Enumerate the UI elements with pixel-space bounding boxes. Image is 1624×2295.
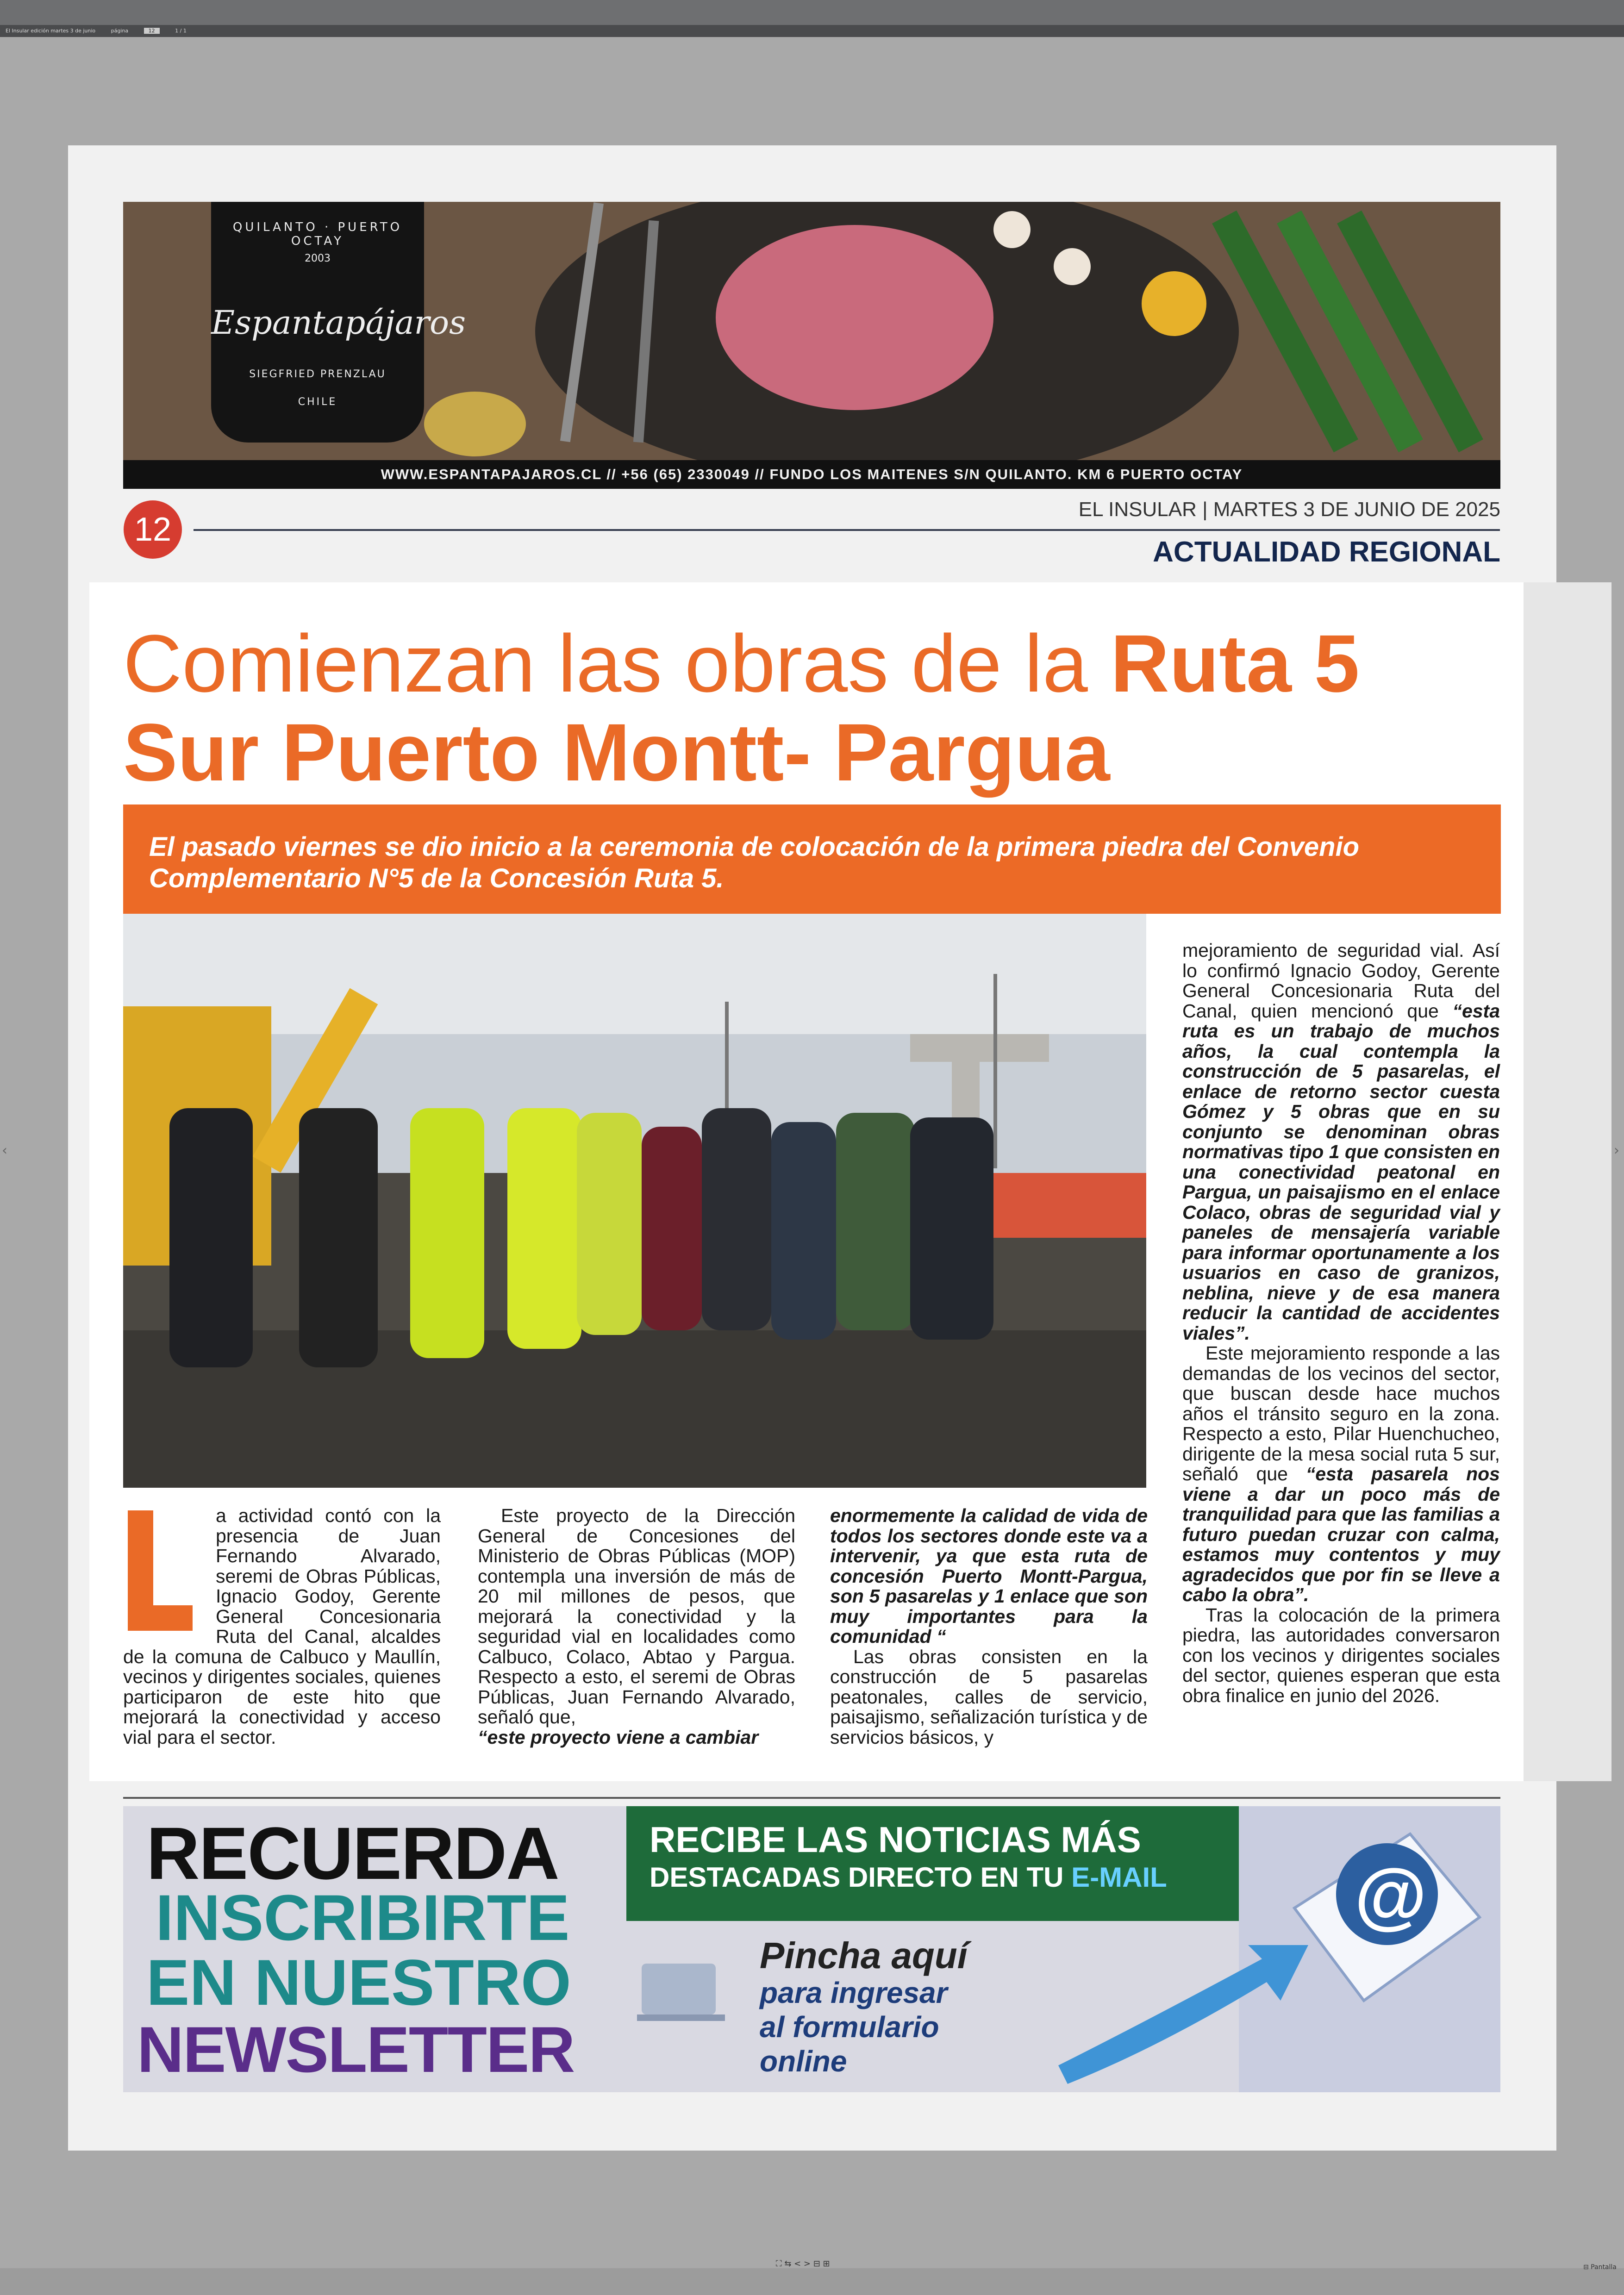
logo-country: CHILE: [298, 396, 337, 408]
next-page-arrow[interactable]: ›: [1614, 1142, 1619, 1159]
paragraph: a actividad contó con la presencia de Juan Fernando Alvarado, seremi de Obras Públicas, Ignacio Godoy, Gerente General Concesionaria Ruta del Canal, alcaldes de la comuna de Calbuco y Maullín, vecinos y dirigentes sociales, quienes participaron de este hito que mejorará la conectividad y acceso vial para el sector.: [123, 1505, 441, 1748]
headline: [123, 619, 1503, 797]
header-rule: [194, 529, 1500, 531]
logo-year: 2003: [305, 253, 331, 264]
pepper-shape: [1142, 271, 1206, 336]
fence-shape: [970, 1173, 1146, 1238]
dateline: EL INSULAR | MARTES 3 DE JUNIO DE 2025: [1078, 498, 1500, 521]
ceremony-photo: [123, 914, 1146, 1488]
headline-bold-1: Ruta 5: [1110, 618, 1360, 709]
viewer-corner-button[interactable]: ⊟ Pantalla: [1583, 2264, 1617, 2271]
ad-at-symbol: @: [1355, 1853, 1427, 1936]
article-column-3: [830, 1506, 1148, 1747]
ad-cta-title: Pincha aquí: [760, 1935, 968, 1976]
ad-line-2: INSCRIBIRTE: [156, 1881, 570, 1954]
ad-green-email: E-MAIL: [1071, 1862, 1167, 1893]
viewer-page-count: 1 / 1: [175, 28, 187, 34]
onion-shape: [424, 392, 526, 456]
deck: El pasado viernes se dio inicio a la ceremonia de colocación de la primera piedra del Convenio Complementario N°5 de la Concesión Ruta 5.: [123, 804, 1501, 914]
article-column-1: [123, 1506, 441, 1747]
logo-brand: Espantapájaros: [211, 304, 466, 342]
ad-cta-line: para ingresar: [760, 1976, 948, 2009]
ceremony-photo-illustration: [123, 914, 1146, 1488]
espantapajaros-logo: [211, 202, 466, 443]
quote: “esta ruta es un trabajo de muchos años, la cual contempla la construcción de 5 pasarelas, el enlace de retorno sector cuesta Gómez y 5 obras que en su conjunto se denominan obras normativas tipo 1 que consisten en una conectividad peatonal en Pargua, un paisajismo en el enlace Colaco, obras de seguridad vial y paneles de mensajería variable para informar oportunamente a los usuarios en caso de granizos, neblina, nieve y de esa manera reducir la cantidad de accidentes viales”.: [1182, 1000, 1500, 1344]
section-title: ACTUALIDAD REGIONAL: [1153, 536, 1500, 568]
ad-cta-line: al formulario: [760, 2010, 939, 2044]
paragraph: Este mejoramiento responde a las demandas de los vecinos del sector, que buscan desde hace muchos años el tránsito seguro en la zona. Respecto a esto, Pilar Huenchucheo, dirigente de la mesa social ruta 5 sur, señaló que: [1182, 1342, 1500, 1484]
banner-contact: WWW.ESPANTAPAJAROS.CL // +56 (65) 2330049 // FUNDO LOS MAITENES S/N QUILANTO. KM 6 PUERTO OCTAY: [123, 460, 1500, 489]
ad-cta[interactable]: [760, 1936, 968, 2078]
prev-page-arrow[interactable]: ‹: [2, 1142, 7, 1159]
radish-shape: [1054, 248, 1091, 285]
viewer-bottom-bar: [0, 2268, 1624, 2295]
newsletter-ad[interactable]: [123, 1806, 1500, 2092]
viewer-toolbar: [0, 0, 1624, 37]
headline-light: Comienzan las obras de la: [123, 618, 1111, 709]
quote: “este proyecto viene a cambiar: [478, 1726, 759, 1748]
paragraph: mejoramiento de seguridad vial. Así lo confirmó Ignacio Godoy, Gerente General Concesionaria Ruta del Canal, quien mencionó que: [1182, 940, 1500, 1022]
viewer-page-input[interactable]: 12: [144, 28, 160, 34]
ad-green-line-2a: DESTACADAS DIRECTO EN TU: [650, 1862, 1072, 1893]
viewer-page-label: página: [111, 28, 129, 34]
logo-arc-text: QUILANTO · PUERTO OCTAY: [232, 220, 403, 248]
light-pole-shape: [993, 974, 997, 1168]
ad-green-line-2: [650, 1859, 1239, 1896]
ceviche-plate-shape: [716, 225, 993, 410]
ad-line-3: EN NUESTRO: [146, 1946, 571, 2019]
article-column-2: [478, 1506, 795, 1747]
drop-cap-L: [123, 1506, 206, 1635]
quote: “esta pasarela nos viene a dar un poco más de tranquilidad para que las familias a futuro puedan cruzar con calma, estamos muy contentos y muy agradecidos que por fin se lleve a cabo la obra”.: [1182, 1463, 1500, 1605]
headline-bold-2: Sur Puerto Montt- Pargua: [123, 707, 1110, 798]
logo-sub: SIEGFRIED PRENZLAU: [249, 368, 386, 380]
viewer-title: El Insular edición martes 3 de junio: [6, 28, 96, 34]
article: [89, 582, 1612, 1781]
paragraph: Tras la colocación de la primera piedra, las autoridades conversaron con los vecinos y dirigentes sociales del sector, quienes esperan que esta obra finalice en junio del 2026.: [1182, 1604, 1500, 1706]
page-number-badge: 12: [124, 500, 182, 559]
article-right-shade: [1524, 582, 1612, 1781]
ad-line-1: RECUERDA: [146, 1812, 559, 1895]
devices-icon: [642, 1964, 716, 2014]
ad-green-box: [626, 1806, 1239, 1921]
quote: enormemente la calidad de vida de todos los sectores donde este va a intervenir, ya que esta ruta de concesión Puerto Montt-Pargua, son 5 pasarelas y 1 enlace que son muy importantes para la comunidad “: [830, 1505, 1148, 1647]
footer-rule: [123, 1797, 1500, 1799]
ad-banner-espantapajaros[interactable]: [123, 202, 1500, 489]
ad-line-4: NEWSLETTER: [137, 2013, 575, 2086]
paragraph: Las obras consisten en la construcción de 5 pasarelas peatonales, calles de servicio, paisajismo, señalización turística y de servicios básicos, y: [830, 1646, 1148, 1748]
ad-cta-line: online: [760, 2045, 847, 2078]
article-column-4: [1182, 941, 1500, 1706]
radish-shape: [993, 211, 1031, 248]
viewer-strip: [0, 25, 1624, 37]
viewer-controls[interactable]: ⛶ ⇆ < > ⊟ ⊞: [776, 2259, 830, 2269]
pillar-top-shape: [910, 1034, 1049, 1062]
ad-green-line-1: RECIBE LAS NOTICIAS MÁS: [650, 1819, 1141, 1860]
paragraph: Este proyecto de la Dirección General de Concesiones del Ministerio de Obras Públicas (MOP) contempla una inversión de más de 20 mil millones de pesos, que mejorará la conectividad y la seguridad vial en localidades como Calbuco, Colaco, Abtao y Pargua. Respecto a esto, el seremi de Obras Públicas, Juan Fernando Alvarado, señaló que,: [478, 1505, 795, 1727]
